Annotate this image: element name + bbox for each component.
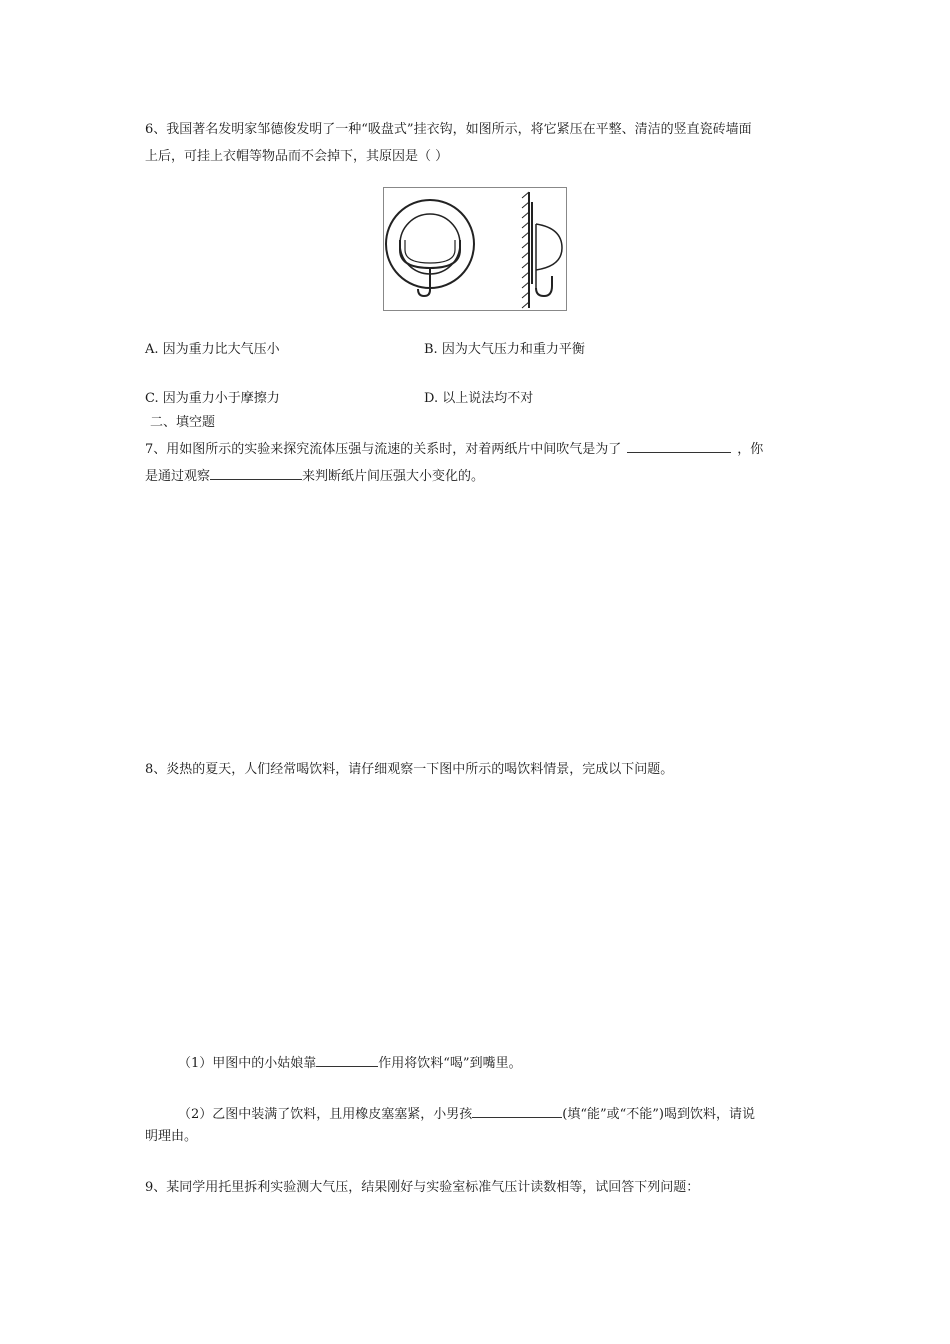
q6-stem-line1: 6、我国著名发明家邹德俊发明了一种“吸盘式”挂衣钩，如图所示，将它紧压在平整、清洁的竖直瓷砖墙面: [145, 122, 752, 137]
q6-option-c: C. 因为重力小于摩擦力: [145, 391, 280, 406]
q6-option-a: A. 因为重力比大气压小: [145, 342, 280, 357]
suction-hook-drawing: [384, 188, 566, 310]
q8-sub1-text-a: （1）甲图中的小姑娘靠: [178, 1056, 317, 1071]
q9-stem: 9、某同学用托里拆利实验测大气压，结果刚好与实验室标准气压计读数相等，试回答下列问题：: [145, 1180, 700, 1195]
q8-stem: 8、炎热的夏天，人们经常喝饮料，请仔细观察一下图中所示的喝饮料情景，完成以下问题。: [145, 762, 674, 777]
q8-sub2-text-a: （2）乙图中装满了饮料，且用橡皮塞塞紧，小男孩: [178, 1107, 473, 1122]
hook-bracket: [400, 240, 460, 268]
q6-option-b: B. 因为大气压力和重力平衡: [424, 342, 585, 357]
q8-sub2-line1: [178, 1104, 755, 1124]
q8-blank-2[interactable]: [472, 1104, 562, 1118]
q8-sub1: [178, 1053, 522, 1073]
hook-bracket-inner: [405, 240, 455, 263]
wall-hatch: [522, 192, 529, 308]
hook-side: [536, 276, 552, 296]
suction-hook-figure: [383, 187, 567, 311]
q7-line1-text-b: ，你: [737, 442, 764, 457]
q7-blank-2[interactable]: [210, 466, 302, 480]
q8-sub1-text-b: 作用将饮料“喝”到嘴里。: [378, 1056, 522, 1071]
q7-blank-1[interactable]: [627, 439, 731, 453]
section-title-fill-in: 二、填空题: [150, 415, 216, 430]
q8-blank-1[interactable]: [316, 1053, 378, 1067]
q7-line2-text-a: 是通过观察: [145, 469, 211, 484]
q7-line1-text-a: 7、用如图所示的实验来探究流体压强与流速的关系时，对着两纸片中间吹气是为了: [145, 442, 622, 457]
q6-stem-line2: 上后，可挂上衣帽等物品而不会掉下，其原因是（ ）: [145, 149, 449, 164]
q7-line1: [145, 439, 763, 459]
q7-line2: [145, 466, 484, 486]
q8-sub2-line2: 明理由。: [145, 1129, 198, 1144]
cup-side-dome: [536, 224, 562, 270]
q8-sub2-text-b: (填“能”或“不能”)喝到饮料，请说: [562, 1107, 756, 1122]
q6-option-d: D. 以上说法均不对: [424, 391, 534, 406]
q7-line2-text-b: 来判断纸片间压强大小变化的。: [302, 469, 485, 484]
